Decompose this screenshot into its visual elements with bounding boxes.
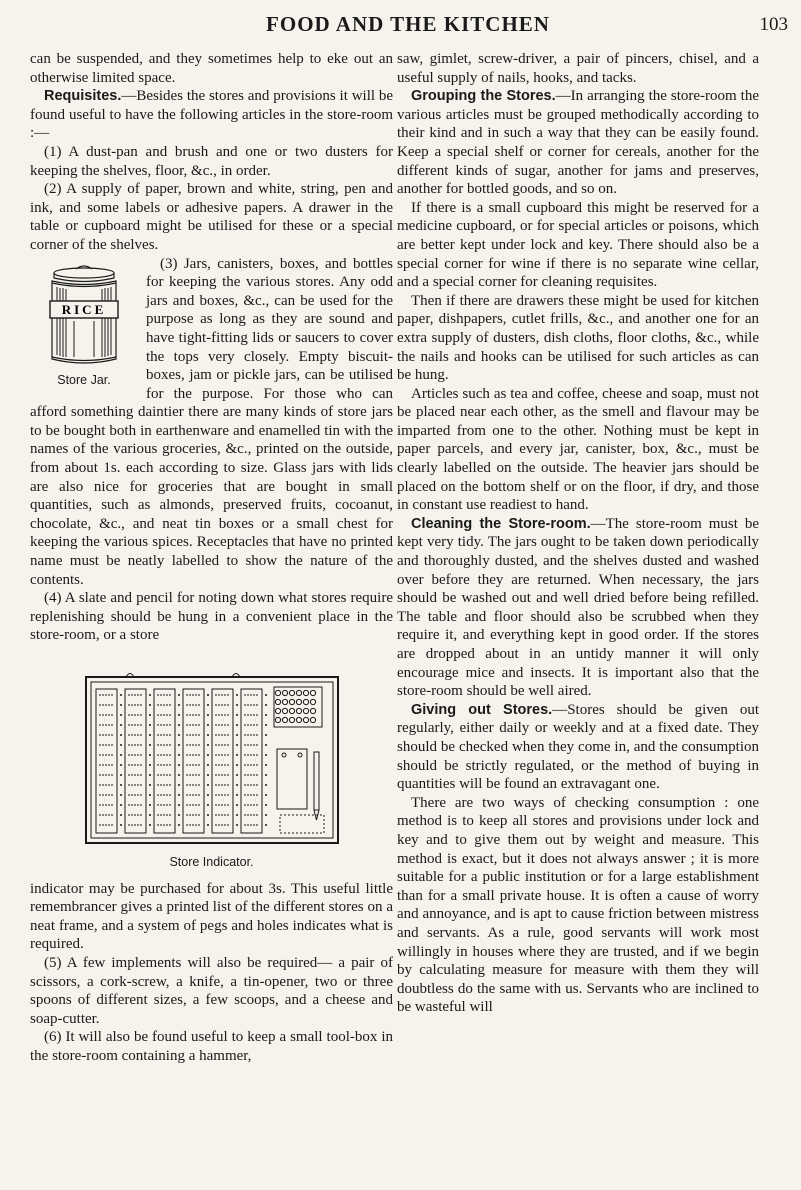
- paragraph-text: —Besides the stores and provisions it will be found useful to have the following articles in the store-room :—: [30, 88, 393, 142]
- store-indicator-illustration: [82, 667, 342, 847]
- paragraph: saw, gimlet, screw-driver, a pair of pincers, chisel, and a useful supply of nails, hooks, and tacks.: [397, 51, 759, 86]
- running-title: FOOD AND THE KITCHEN: [266, 12, 550, 36]
- paragraph-giving-out: [397, 701, 759, 794]
- list-item-2: (2) A supply of paper, brown and white, string, pen and ink, and some labels or adhesive papers. A drawer in the table or cupboard might be utilised for these or a special corner of the shelves.: [30, 181, 393, 253]
- store-indicator-figure: [30, 667, 393, 872]
- list-item-4: (4) A slate and pencil for noting down what stores require replenishing should be hung in a convenient place in the store-room, or a store: [30, 590, 393, 644]
- list-item-3: (3) Jars, canisters, boxes, and bottles for keeping the various stores. Any odd jars and boxes, &c., can be used for the purpose as long as they are sound and have tight-fitting lids or saucers to cover the tops very closely. Empty biscuit-boxes, jam or pickle jars, can be utilised for the purpose. For those who can afford something daintier there are many kinds of store jars to be bought both in earthenware and enamelled tin with the names of the various groceries, &c., printed on the outside, from about 1s. each according to size. Glass jars with lids are also nice for groceries that are bought in small quantities, such as almonds, preserved fruits, cocoanut, chocolate, &c., and neat tin boxes or a small chest for keeping the various spices. Receptacles that have no printed name must be neatly labelled to show the nature of the contents.: [30, 255, 393, 588]
- paragraph-text: —Stores should be given out regularly, either daily or weekly and at a fixed date. They should be checked when they come in, and the consumption should be strictly regulated, or the method of buying in quantities will be found an extravagant one.: [397, 701, 760, 793]
- paragraph: Then if there are drawers these might be used for kitchen paper, dishpapers, cutlet frills, &c., and another one for an extra supply of dusters, dish cloths, floor cloths, &c., while the nails and hooks can be utilised for such articles as can be hung.: [397, 292, 759, 384]
- paragraph: Articles such as tea and coffee, cheese and soap, must not be placed near each other, as the smell and flavour may be imparted from one to the other. Nothing must be kept in paper parcels, and every jar, canister, box, &c., must be clearly labelled on the outside. The heavier jars should be placed on the bottom shelf or on the floor, if dry, and those in constant use readiest to hand.: [397, 385, 759, 514]
- store-jar-illustration: [36, 261, 132, 369]
- left-column: [30, 50, 393, 1066]
- section-heading-giving-out: Giving out Stores.: [411, 701, 553, 718]
- right-column: [397, 50, 759, 1017]
- paragraph-grouping: [397, 87, 759, 199]
- list-item-1: (1) A dust-pan and brush and one or two dusters for keeping the shelves, floor, &c., in order.: [30, 143, 393, 179]
- paragraph: can be suspended, and they sometimes help to eke out an otherwise limited space.: [30, 51, 393, 86]
- section-heading-grouping: Grouping the Stores.: [411, 88, 556, 105]
- paragraph-cleaning: [397, 515, 759, 701]
- paragraph: There are two ways of checking consumption : one method is to keep all stores and provisions under lock and key and to give them out by weight and measure. This method is exact, but it does not always answer ; it is more suitable for a public institution or for a large establishment than for a small private house. It is often a cause of worry and annoyance, and is apt to cause friction between mistress and servants. As a rule, good servants will work most willingly in houses where they are trusted, and if we begin by calculating measure for measure with them they will doubtless do the same with us. Servants who are inclined to be wasteful will: [397, 794, 759, 1016]
- store-jar-figure: [30, 261, 138, 390]
- store-jar-caption: Store Jar.: [57, 372, 111, 387]
- store-indicator-caption: Store Indicator.: [169, 855, 254, 869]
- paragraph-text: —The store-room must be kept very tidy. The jars ought to be taken down periodically and thoroughly dusted, and the shelves dusted and washed over before they are returned. When necessary, the jars should be washed out and well dried before being refilled. The table and floor should also be scrubbed when they require it, and everything kept in good order. If the stores are dropped about in an untidy manner it will only encourage mice and insects. It is important also that the store-room should be well aired.: [397, 515, 759, 700]
- section-heading-requisites: Requisites.: [44, 88, 122, 105]
- page-number: 103: [759, 14, 788, 35]
- paragraph-requisites: [30, 87, 393, 143]
- list-item-5: (5) A few implements will also be required— a pair of scissors, a cork-screw, a knife, a tin-opener, two or three spoons of different sizes, a few scoops, and a cheese and soap-cutter.: [30, 954, 393, 1027]
- list-item-6: (6) It will also be found useful to keep a small tool-box in the store-room containing a hammer,: [30, 1029, 393, 1064]
- jar-label: RICE: [61, 301, 107, 317]
- paragraph: If there is a small cupboard this might be reserved for a medicine cupboard, or for special articles or poisons, which are better kept under lock and key. There should also be a special corner for wine if there is no separate wine cellar, and a special corner for cleaning requisites.: [397, 199, 759, 291]
- paragraph: indicator may be purchased for about 3s. This useful little remembrancer gives a printed list of the different stores on a neat frame, and a system of pegs and holes indicates what is required.: [30, 880, 393, 953]
- page-header: [28, 12, 788, 42]
- paragraph-text: —In arranging the store-room the various articles must be grouped methodically according to their kind and in such a way that they can be easily found. Keep a special shelf or corner for cereals, another for the different kinds of sugar, another for jams and preserves, another for bottled goods, and so on.: [397, 88, 759, 198]
- store-jar-block: [30, 255, 393, 590]
- section-heading-cleaning: Cleaning the Store-room.: [411, 515, 591, 532]
